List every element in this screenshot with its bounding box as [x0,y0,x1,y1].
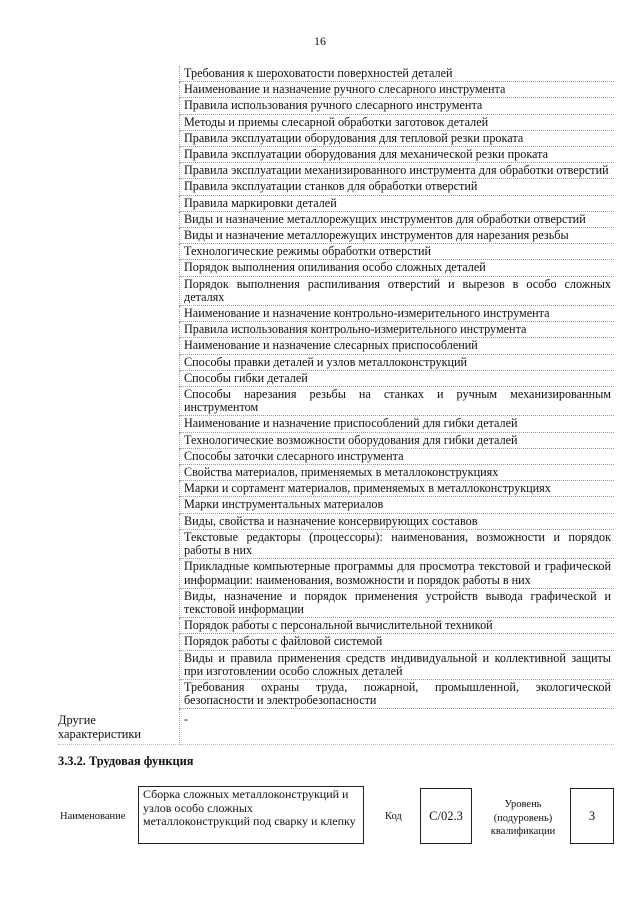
requirements-table [58,66,614,745]
requirement-item: Способы правки деталей и узлов металлоконструкций [180,354,615,370]
requirement-row-spacer [58,679,180,708]
requirement-item: Правила эксплуатации оборудования для механической резки проката [180,147,615,163]
requirement-row [58,260,614,276]
requirement-row-spacer [58,98,180,114]
requirement-row [58,497,614,513]
requirement-row-spacer [58,276,180,305]
requirement-row [58,211,614,227]
requirement-row [58,448,614,464]
requirement-row-spacer [58,481,180,497]
qualification-level-label: Уровень (подуровень) квалификации [490,799,556,837]
requirement-row [58,618,614,634]
requirement-item: Порядок работы с персональной вычислительной техникой [180,618,615,634]
requirement-item: Способы гибки деталей [180,370,615,386]
requirement-row [58,679,614,708]
requirement-row [58,163,614,179]
requirement-row [58,387,614,416]
requirement-row [58,228,614,244]
requirement-item: Текстовые редакторы (процессоры): наименования, возможности и порядок работы в них [180,529,615,558]
requirement-row-spacer [58,130,180,146]
requirement-item: Методы и приемы слесарной обработки заготовок деталей [180,114,615,130]
requirement-item: Марки и сортамент материалов, применяемых в металлоконструкциях [180,481,615,497]
requirement-item: Правила эксплуатации станков для обработки отверстий [180,179,615,195]
requirement-item: Порядок выполнения распиливания отверстий и вырезов в особо сложных деталях [180,276,615,305]
requirement-row [58,130,614,146]
requirement-row-spacer [58,650,180,679]
requirement-item: Технологические режимы обработки отверстий [180,244,615,260]
requirement-row-spacer [58,448,180,464]
requirement-row-spacer [58,163,180,179]
requirement-row [58,650,614,679]
requirement-row-spacer [58,465,180,481]
requirement-row [58,114,614,130]
requirement-row [58,559,614,588]
page-number: 16 [314,34,326,48]
code-value: C/02.3 [420,788,472,844]
other-characteristics-value: - [180,709,615,745]
qualification-level-value: 3 [570,788,614,844]
requirement-item: Наименование и назначение приспособлений для гибки деталей [180,416,615,432]
requirement-item: Виды, свойства и назначение консервирующих составов [180,513,615,529]
requirement-row-spacer [58,306,180,322]
requirement-row-spacer [58,322,180,338]
requirement-item: Способы нарезания резьбы на станках и ручным механизированным инструментом [180,387,615,416]
requirement-row [58,588,614,617]
code-label: Код [385,811,402,822]
requirement-row [58,432,614,448]
requirements-table-body [58,66,614,745]
requirement-row-spacer [58,114,180,130]
requirement-row [58,481,614,497]
requirement-item: Виды и правила применения средств индивидуальной и коллективной защиты при изготовлении особо сложных деталей [180,650,615,679]
requirement-item: Требования к шероховатости поверхностей деталей [180,66,615,82]
requirement-row [58,416,614,432]
requirement-row [58,529,614,558]
requirement-item: Правила маркировки деталей [180,195,615,211]
requirement-row [58,465,614,481]
requirement-item: Правила использования ручного слесарного инструмента [180,98,615,114]
requirement-row-spacer [58,559,180,588]
requirement-item: Способы заточки слесарного инструмента [180,448,615,464]
requirement-row [58,354,614,370]
requirement-row-spacer [58,260,180,276]
requirement-row [58,306,614,322]
requirement-row-spacer [58,354,180,370]
requirement-row-spacer [58,228,180,244]
other-characteristics-row [58,709,614,745]
requirement-item: Виды и назначение металлорежущих инструментов для обработки отверстий [180,211,615,227]
requirement-row [58,98,614,114]
requirement-item: Наименование и назначение ручного слесарного инструмента [180,82,615,98]
requirement-row [58,370,614,386]
requirement-row [58,147,614,163]
requirement-row-spacer [58,618,180,634]
requirement-row-spacer [58,588,180,617]
requirement-row-spacer [58,432,180,448]
requirement-item: Виды, назначение и порядок применения устройств вывода графической и текстовой информации [180,588,615,617]
requirement-row [58,338,614,354]
requirement-row-spacer [58,195,180,211]
labor-function-name: Сборка сложных металлоконструкций и узлов особо сложных металлоконструкций под сварку и клепку [138,786,364,844]
requirement-item: Правила эксплуатации механизированного инструмента для обработки отверстий [180,163,615,179]
requirement-row-spacer [58,82,180,98]
requirement-row-spacer [58,370,180,386]
requirement-item: Технологические возможности оборудования для гибки деталей [180,432,615,448]
requirement-row-spacer [58,513,180,529]
requirement-row-spacer [58,634,180,650]
requirement-row-spacer [58,416,180,432]
requirement-row [58,244,614,260]
requirement-row [58,66,614,82]
requirement-row-spacer [58,338,180,354]
requirement-row [58,634,614,650]
requirement-row-spacer [58,244,180,260]
requirement-row-spacer [58,66,180,82]
requirement-item: Наименование и назначение контрольно-измерительного инструмента [180,306,615,322]
requirement-item: Наименование и назначение слесарных приспособлений [180,338,615,354]
section-title: 3.3.2. Трудовая функция [58,754,194,768]
requirement-item: Правила эксплуатации оборудования для тепловой резки проката [180,130,615,146]
requirement-item: Порядок работы с файловой системой [180,634,615,650]
requirement-row-spacer [58,211,180,227]
other-characteristics-label: Другие характеристики [58,709,180,745]
requirement-row [58,179,614,195]
requirement-item: Марки инструментальных материалов [180,497,615,513]
requirement-row-spacer [58,497,180,513]
requirement-row-spacer [58,529,180,558]
requirement-item: Прикладные компьютерные программы для просмотра текстовой и графической информации: наименования, возможности и порядок работы в них [180,559,615,588]
requirement-item: Свойства материалов, применяемых в металлоконструкциях [180,465,615,481]
requirement-row-spacer [58,147,180,163]
requirement-row-spacer [58,179,180,195]
requirement-item: Порядок выполнения опиливания особо сложных деталей [180,260,615,276]
requirement-item: Правила использования контрольно-измерительного инструмента [180,322,615,338]
requirement-row [58,82,614,98]
requirement-item: Виды и назначение металлорежущих инструментов для нарезания резьбы [180,228,615,244]
requirement-row [58,195,614,211]
requirement-row-spacer [58,387,180,416]
requirement-row [58,276,614,305]
requirement-row [58,322,614,338]
name-label: Наименование [60,811,126,822]
requirement-item: Требования охраны труда, пожарной, промышленной, экологической безопасности и электробезопасности [180,679,615,708]
requirement-row [58,513,614,529]
